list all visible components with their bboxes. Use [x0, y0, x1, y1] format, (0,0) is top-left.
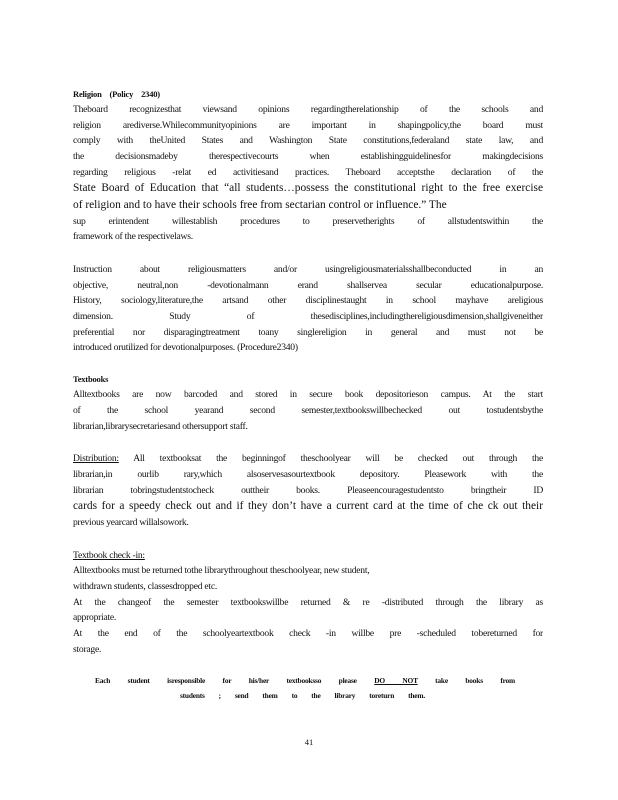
text-line: preferential nor disparagingtreatment toany singlereligion in general and must not be: [73, 326, 543, 338]
text-line: storage.: [73, 643, 102, 655]
text-line: of the school yearand second semester,textbookswillbechecked out tostudentsbythe: [73, 404, 543, 416]
checkin-label: Textbook check -in:: [73, 549, 145, 561]
text-line: introduced orutilized for devotionalpurposes. (Procedure2340): [73, 342, 298, 354]
text-line: dimension. Study of thesedisciplines,includingthereligiousdimension,shallgiveneither: [73, 311, 543, 323]
text-line: Alltextbooks must be returned tothe librarythroughout theschoolyear, new student,: [73, 565, 370, 577]
text-line: of religion and to have their schools free from sectarian control or influence.” The: [73, 199, 447, 212]
text-line: History, sociology,literature,the artsand other disciplinestaught in school mayhave areligious: [73, 295, 543, 307]
textbooks-heading: Textbooks: [73, 374, 109, 385]
text-line: regarding religious -relat ed activitiesand practices. Theboard acceptsthe declaration of the: [73, 166, 543, 178]
text-line: [73, 548, 543, 564]
textbooks-paragraph: [73, 387, 543, 434]
text-line: religion arediverse.Whilecommunityopinions are important in shapingpolicy,the board must: [73, 119, 543, 131]
footnote: [95, 673, 515, 703]
text-line: comply with theUnited States and Washington State constitutions,federaland state law, and: [73, 135, 543, 147]
text-line: framework of the respectivelaws.: [73, 231, 193, 243]
text-line: cards for a speedy check out and if they don’t have a current card at the time of che ck out their: [73, 500, 543, 513]
footnote-line: [95, 673, 515, 688]
text-line: sup erintendent willestablish procedures to preservetherights of allstudentswithin the: [73, 215, 543, 227]
religion-heading: Religion (Policy 2340): [73, 89, 160, 99]
text-line: withdrawn students, classesdropped etc.: [73, 580, 217, 592]
footnote-text: take books from: [417, 676, 515, 685]
text-line: appropriate.: [73, 612, 117, 624]
text-line: [73, 451, 543, 467]
distribution-section: [73, 451, 543, 530]
checkin-section: [73, 548, 543, 658]
page-number: 41: [304, 737, 314, 747]
text-line: librarian,in ourlib rary,which alsoservesasourtextbook depository. Pleasework with the: [73, 468, 543, 480]
text-line: Instruction about religiousmatters and/or usingreligiousmaterialsshallbeconducted in an: [73, 264, 543, 275]
distribution-label: Distribution:: [73, 453, 119, 465]
text-line: State Board of Education that “all students…possess the constitutional right to the free exercise: [73, 182, 543, 195]
text-line: At the changeof the semester textbookswillbe returned & re -distributed through the library as: [73, 596, 543, 608]
footnote-text: Each student isresponsible for his/her textbooksso please: [95, 676, 375, 685]
text-line: Alltextbooks are now barcoded and stored in secure book depositorieson campus. At the start: [73, 389, 543, 401]
text-line: objective, neutral,non -devotionalmann erand shallservea secular educationalpurpose.: [73, 279, 543, 291]
text-line: the decisionsmadeby therespectivecourts when establishingguidelinesfor makingdecisions: [73, 151, 543, 163]
text-line: Theboard recognizesthat viewsand opinions regardingtherelationship of the schools and: [73, 104, 543, 115]
text-line: previous yearcard willalsowork.: [73, 516, 189, 528]
religion-paragraph-2: [73, 262, 543, 356]
page-content: [73, 88, 543, 674]
text-line: librarian,librarysecretariesand othersupport staff.: [73, 420, 248, 432]
distribution-text: All textbooksat the beginningof theschoolyear will be checked out through the: [118, 453, 543, 465]
footnote-line: students ; send them to the library toreturn them.: [180, 691, 425, 700]
text-line: At the end of the schoolyeartextbook check -in willbe pre -scheduled tobereturned for: [73, 627, 543, 639]
religion-paragraph-1: [73, 102, 543, 245]
footnote-emphasis: DO NOT: [374, 676, 418, 685]
text-line: librarian tobringstudentstocheck outtheir books. Pleaseencouragestudentsto bringtheir ID: [73, 484, 543, 496]
